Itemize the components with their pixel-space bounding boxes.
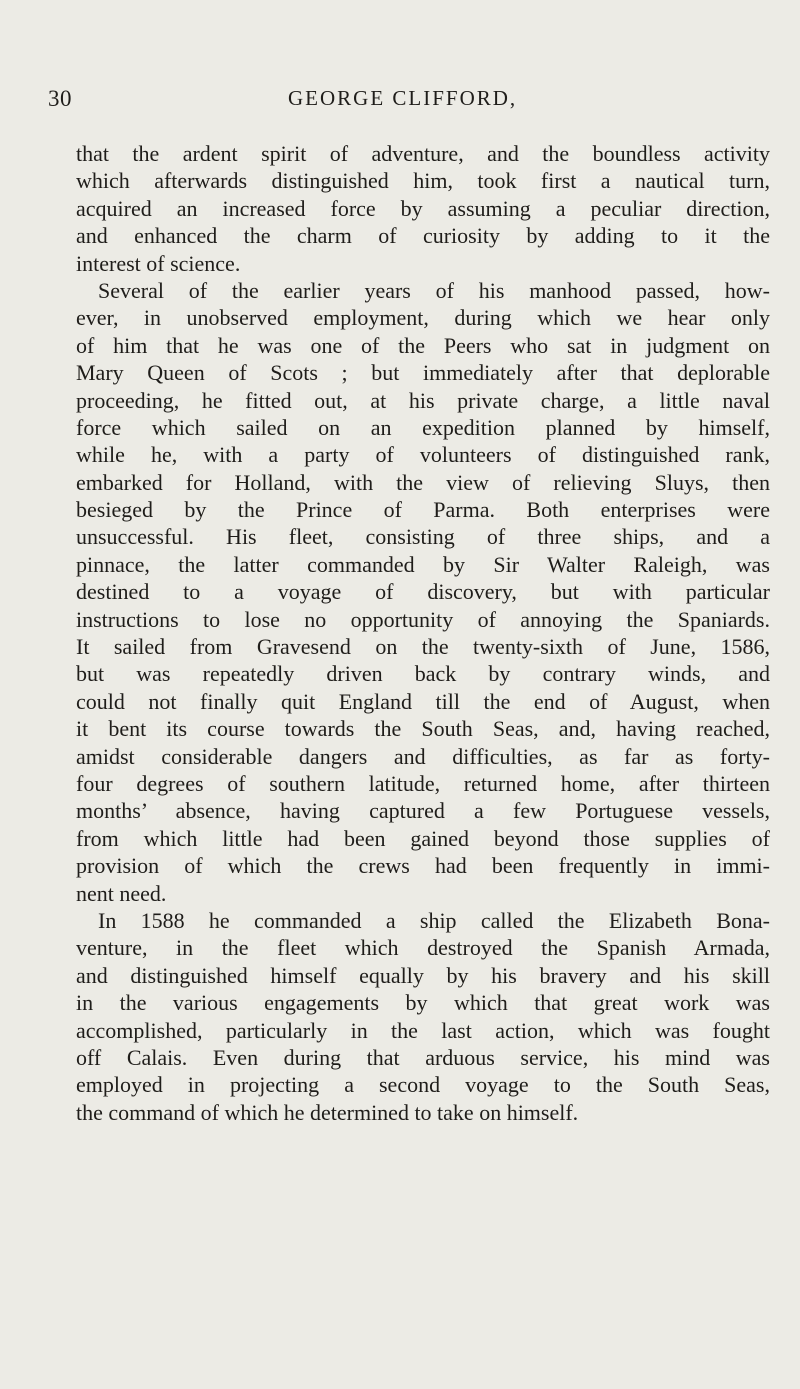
text-line: accomplished, particularly in the last action, which was fought xyxy=(76,1017,770,1043)
text-line: It sailed from Gravesend on the twenty-sixth of June, 1586, xyxy=(76,634,770,660)
text-line: off Calais. Even during that arduous service, his mind was xyxy=(76,1044,770,1070)
text-line: embarked for Holland, with the view of relieving Sluys, then xyxy=(76,469,770,495)
text-line: In 1588 he commanded a ship called the Elizabeth Bona- xyxy=(98,907,770,933)
text-line: from which little had been gained beyond those supplies of xyxy=(76,825,770,851)
text-line: and distinguished himself equally by his bravery and his skill xyxy=(76,962,770,988)
text-line: employed in projecting a second voyage to the South Seas, xyxy=(76,1072,770,1098)
text-line: months’ absence, having captured a few Portuguese vessels, xyxy=(76,798,770,824)
page-number: 30 xyxy=(48,86,72,111)
text-line: that the ardent spirit of adventure, and the boundless activity xyxy=(76,141,770,166)
text-line: it bent its course towards the South Seas, and, having reached, xyxy=(76,716,770,742)
text-line: while he, with a party of volunteers of distinguished rank, xyxy=(76,442,770,468)
text-line: ever, in unobserved employment, during which we hear only xyxy=(76,305,770,331)
text-line: acquired an increased force by assuming a peculiar direction, xyxy=(76,195,770,221)
text-line: four degrees of southern latitude, returned home, after thirteen xyxy=(76,770,770,796)
text-line: which afterwards distinguished him, took first a nautical turn, xyxy=(76,168,770,194)
text-line: in the various engagements by which that great work was xyxy=(76,990,770,1016)
body-text xyxy=(76,140,770,1126)
text-line: but was repeatedly driven back by contrary winds, and xyxy=(76,661,770,687)
text-line: force which sailed on an expedition planned by himself, xyxy=(76,414,770,440)
text-line: the command of which he determined to take on himself. xyxy=(76,1099,579,1125)
text-line: interest of science. xyxy=(76,250,241,276)
text-line: Mary Queen of Scots ; but immediately after that deplorable xyxy=(76,360,770,386)
text-line: besieged by the Prince of Parma. Both enterprises were xyxy=(76,497,770,523)
text-line: destined to a voyage of discovery, but with particular xyxy=(76,579,770,605)
text-line: venture, in the fleet which destroyed the Spanish Armada, xyxy=(76,935,770,961)
text-line: nent need. xyxy=(76,880,167,906)
text-line: amidst considerable dangers and difficulties, as far as forty- xyxy=(76,743,770,769)
running-head: GEORGE CLIFFORD, xyxy=(288,86,518,110)
text-line: Several of the earlier years of his manhood passed, how- xyxy=(98,277,770,303)
text-line: instructions to lose no opportunity of annoying the Spaniards. xyxy=(76,606,770,632)
text-line: and enhanced the charm of curiosity by adding to it the xyxy=(76,223,770,249)
text-line: pinnace, the latter commanded by Sir Walter Raleigh, was xyxy=(76,551,770,577)
text-line: unsuccessful. His fleet, consisting of three ships, and a xyxy=(76,524,770,550)
text-line: could not finally quit England till the end of August, when xyxy=(76,688,770,714)
text-line: proceeding, he fitted out, at his private charge, a little naval xyxy=(76,387,770,413)
text-line: of him that he was one of the Peers who sat in judgment on xyxy=(76,332,770,358)
text-line: provision of which the crews had been frequently in immi- xyxy=(76,853,770,879)
